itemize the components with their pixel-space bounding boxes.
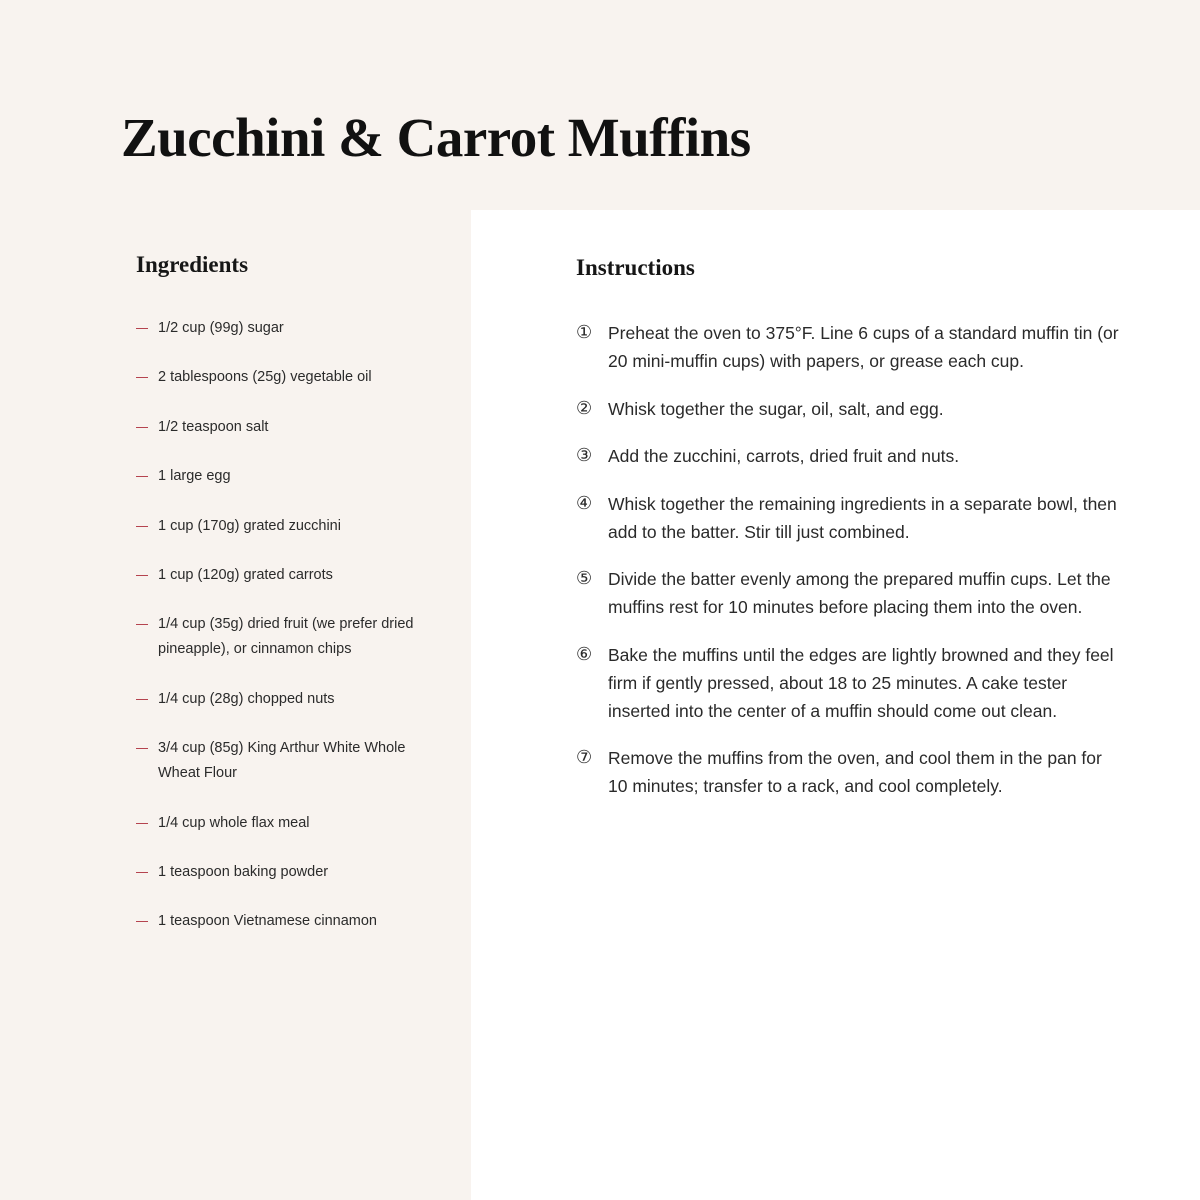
step-text: Whisk together the sugar, oil, salt, and egg. — [608, 398, 944, 419]
dash-icon — [136, 476, 148, 477]
dash-icon — [136, 427, 148, 428]
ingredient-text: 1 cup (170g) grated zucchini — [158, 517, 341, 534]
instruction-step — [576, 744, 1126, 800]
ingredient-text: 1 cup (120g) grated carrots — [158, 566, 333, 583]
instructions-list — [576, 319, 1126, 820]
instruction-step — [576, 442, 1126, 470]
step-number: ⑥ — [576, 643, 593, 665]
dash-icon — [136, 328, 148, 329]
ingredient-text: 1 teaspoon Vietnamese cinnamon — [158, 913, 377, 930]
dash-icon — [136, 748, 148, 749]
ingredient-text: 1 large egg — [158, 468, 231, 485]
ingredient-item — [136, 316, 436, 341]
ingredient-item — [136, 811, 436, 836]
step-number: ⑤ — [576, 568, 593, 589]
instruction-step — [576, 395, 1126, 423]
instructions-heading: Instructions — [576, 255, 695, 280]
instruction-step — [576, 319, 1126, 375]
dash-icon — [136, 575, 148, 576]
dash-icon — [136, 624, 148, 625]
ingredient-item — [136, 909, 436, 934]
step-text: Divide the batter evenly among the prepared muffin cups. Let the muffins rest for 10 minutes before placing them into the oven. — [608, 569, 1111, 617]
step-text: Add the zucchini, carrots, dried fruit and nuts. — [608, 446, 960, 466]
step-text: Bake the muffins until the edges are lightly browned and they feel firm if gently pressed, about 18 to 25 minutes. A cake tester inserted into the center of a muffin should come out clean. — [608, 644, 1114, 721]
step-number: ③ — [576, 445, 593, 466]
dash-icon — [136, 823, 148, 824]
step-number: ④ — [576, 492, 593, 514]
instruction-step — [576, 565, 1126, 621]
ingredient-text: 3/4 cup (85g) King Arthur White Whole Wheat Flour — [158, 740, 406, 782]
ingredient-text: 1/2 cup (99g) sugar — [158, 320, 284, 336]
ingredient-text: 1/4 cup (35g) dried fruit (we prefer dried pineapple), or cinnamon chips — [158, 616, 414, 658]
step-number: ⑦ — [576, 747, 593, 768]
ingredient-item — [136, 736, 436, 786]
dash-icon — [136, 699, 148, 700]
instruction-step — [576, 641, 1126, 725]
ingredient-item — [136, 365, 436, 390]
ingredient-text: 2 tablespoons (25g) vegetable oil — [158, 369, 372, 386]
dash-icon — [136, 377, 148, 378]
instruction-step — [576, 490, 1126, 546]
step-number: ① — [576, 322, 593, 343]
step-text: Preheat the oven to 375°F. Line 6 cups of a standard muffin tin (or 20 mini-muffin cups) with papers, or grease each cup. — [608, 323, 1119, 371]
ingredient-item — [136, 464, 436, 489]
ingredient-text: 1 teaspoon baking powder — [158, 863, 329, 880]
ingredient-item — [136, 612, 436, 662]
ingredient-item — [136, 687, 436, 712]
page-title: Zucchini & Carrot Muffins — [121, 107, 751, 168]
ingredients-heading: Ingredients — [136, 252, 249, 277]
dash-icon — [136, 872, 148, 873]
ingredient-text: 1/4 cup (28g) chopped nuts — [158, 690, 335, 707]
dash-icon — [136, 526, 148, 527]
ingredients-list — [136, 316, 436, 959]
step-text: Whisk together the remaining ingredients in a separate bowl, then add to the batter. Stir till just combined. — [608, 493, 1117, 542]
ingredient-text: 1/2 teaspoon salt — [158, 418, 269, 435]
ingredient-item — [136, 514, 436, 539]
step-number: ② — [576, 397, 593, 419]
dash-icon — [136, 921, 148, 922]
ingredient-item — [136, 415, 436, 440]
ingredient-item — [136, 860, 436, 885]
ingredient-item — [136, 563, 436, 588]
step-text: Remove the muffins from the oven, and cool them in the pan for 10 minutes; transfer to a rack, and cool completely. — [608, 748, 1102, 796]
ingredient-text: 1/4 cup whole flax meal — [158, 814, 310, 831]
